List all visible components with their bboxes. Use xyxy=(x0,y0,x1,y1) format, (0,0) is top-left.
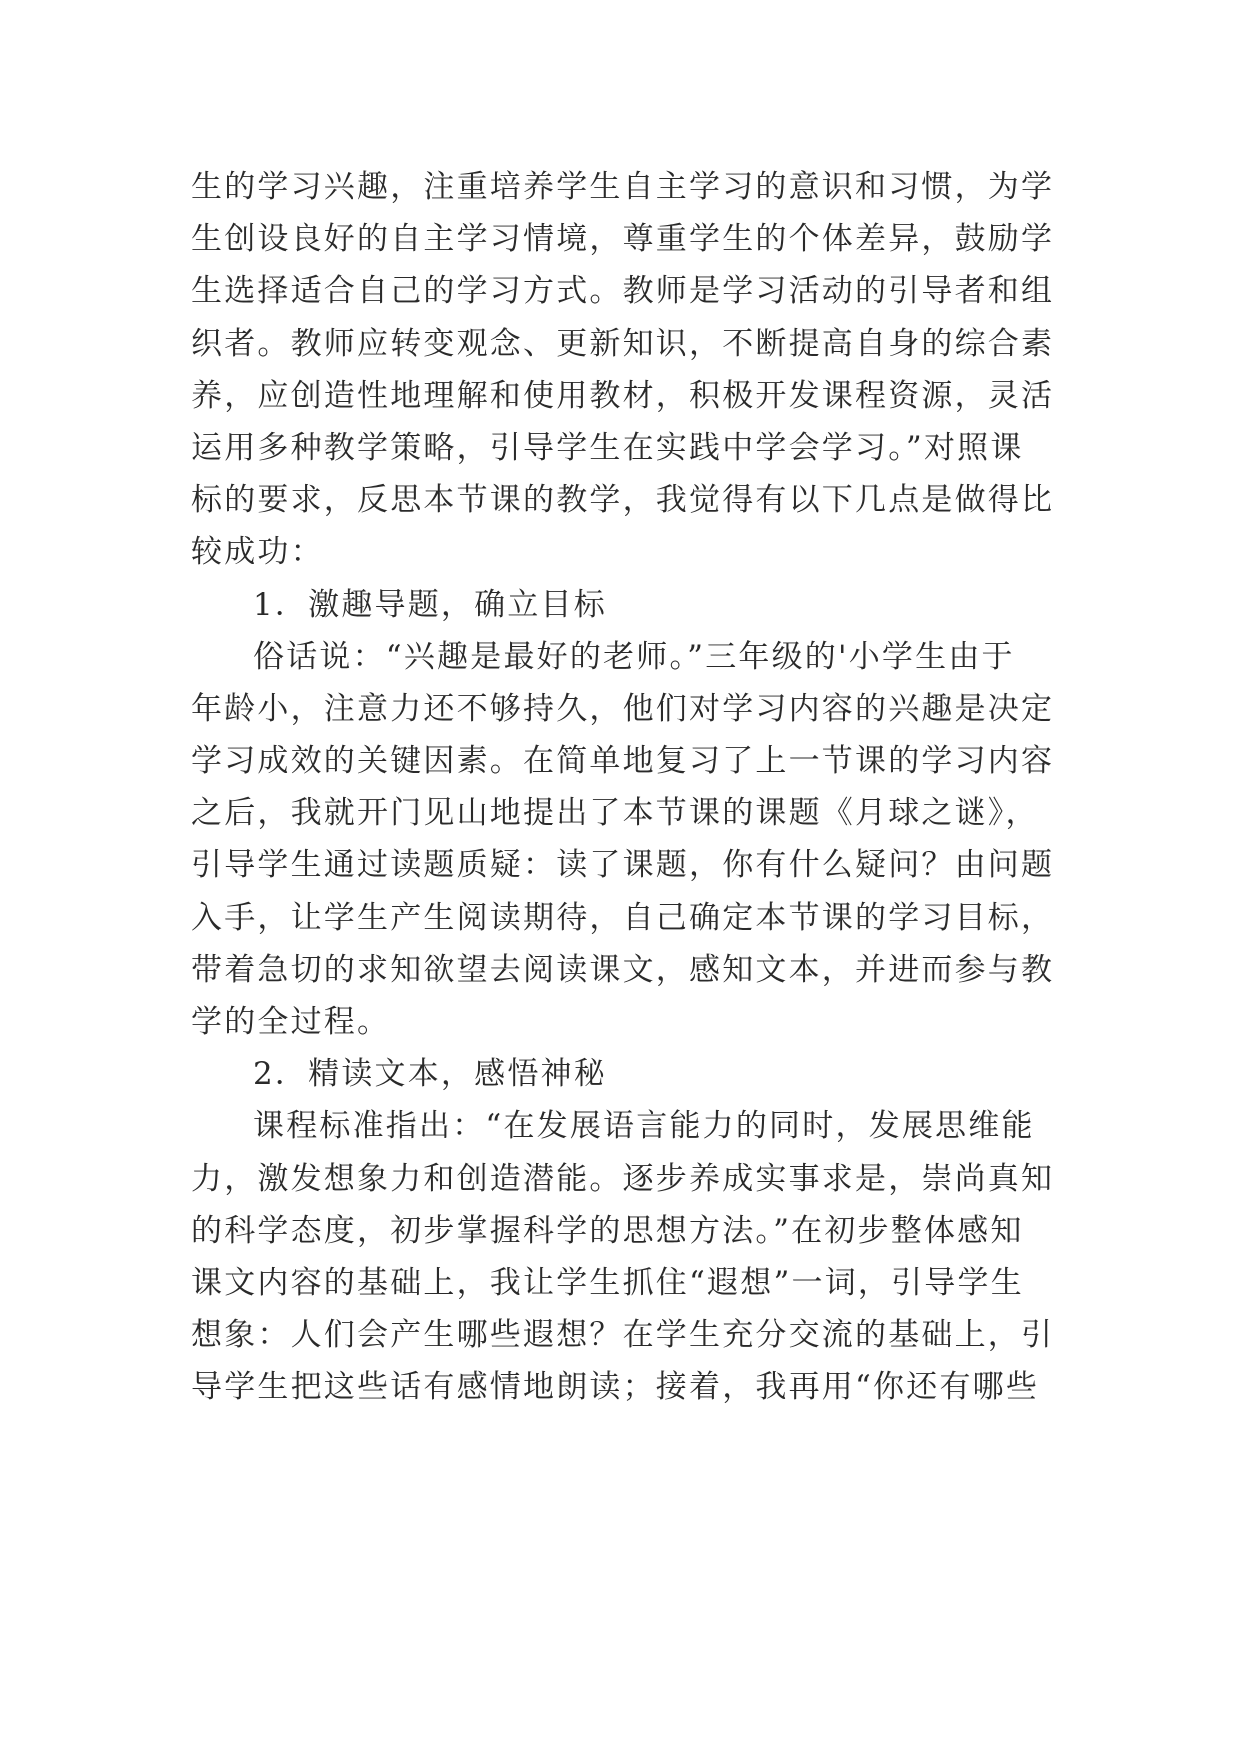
text-line: 引导学生通过读题质疑：读了课题，你有什么疑问？由问题 xyxy=(191,847,1055,884)
text-line: 生的学习兴趣，注重培养学生自主学习的意识和习惯，为学 xyxy=(191,169,1055,205)
text-line: 入手，让学生产生阅读期待，自己确定本节课的学习目标， xyxy=(191,899,1055,936)
text-line: 运用多种教学策略，引导学生在实践中学会学习。”对照课 xyxy=(191,429,1024,466)
text-line: 的科学态度，初步掌握科学的思想方法。”在初步整体感知 xyxy=(191,1212,1024,1249)
text-line: 生选择适合自己的学习方式。教师是学习活动的引导者和组 xyxy=(191,273,1055,310)
text-line: 养，应创造性地理解和使用教材，积极开发课程资源，灵活 xyxy=(191,377,1055,414)
text-line: 力，激发想象力和创造潜能。逐步养成实事求是，崇尚真知 xyxy=(191,1160,1055,1197)
paragraph-first-line: 课程标准指出：“在发展语言能力的同时，发展思维能 xyxy=(253,1108,1035,1145)
text-line: 标的要求，反思本节课的教学，我觉得有以下几点是做得比 xyxy=(191,482,1055,519)
text-line: 之后，我就开门见山地提出了本节课的课题《月球之谜》， xyxy=(191,795,1039,832)
paragraph-first-line: 2．精读文本，感悟神秘 xyxy=(253,1056,607,1093)
text-line: 学的全过程。 xyxy=(191,1004,391,1040)
text-line: 较成功： xyxy=(191,534,324,571)
text-line: 课文内容的基础上，我让学生抓住“遐想”一词，引导学生 xyxy=(191,1264,1024,1301)
text-line: 织者。教师应转变观念、更新知识，不断提高自身的综合素 xyxy=(191,325,1055,362)
paragraph-first-line: 1．激趣导题，确立目标 xyxy=(253,586,607,623)
text-line: 年龄小，注意力还不够持久，他们对学习内容的兴趣是决定 xyxy=(191,690,1055,727)
document-body xyxy=(191,161,1071,1414)
text-line: 生创设良好的自主学习情境，尊重学生的个体差异，鼓励学 xyxy=(191,221,1055,258)
text-line: 带着急切的求知欲望去阅读课文，感知文本，并进而参与教 xyxy=(191,951,1055,988)
text-line: 导学生把这些话有感情地朗读；接着，我再用“你还有哪些 xyxy=(191,1369,1040,1406)
text-line: 想象：人们会产生哪些遐想？在学生充分交流的基础上，引 xyxy=(191,1317,1055,1354)
paragraph-first-line: 俗话说：“兴趣是最好的老师。”三年级的'小学生由于 xyxy=(253,638,1015,675)
text-line: 学习成效的关键因素。在简单地复习了上一节课的学习内容 xyxy=(191,743,1055,780)
